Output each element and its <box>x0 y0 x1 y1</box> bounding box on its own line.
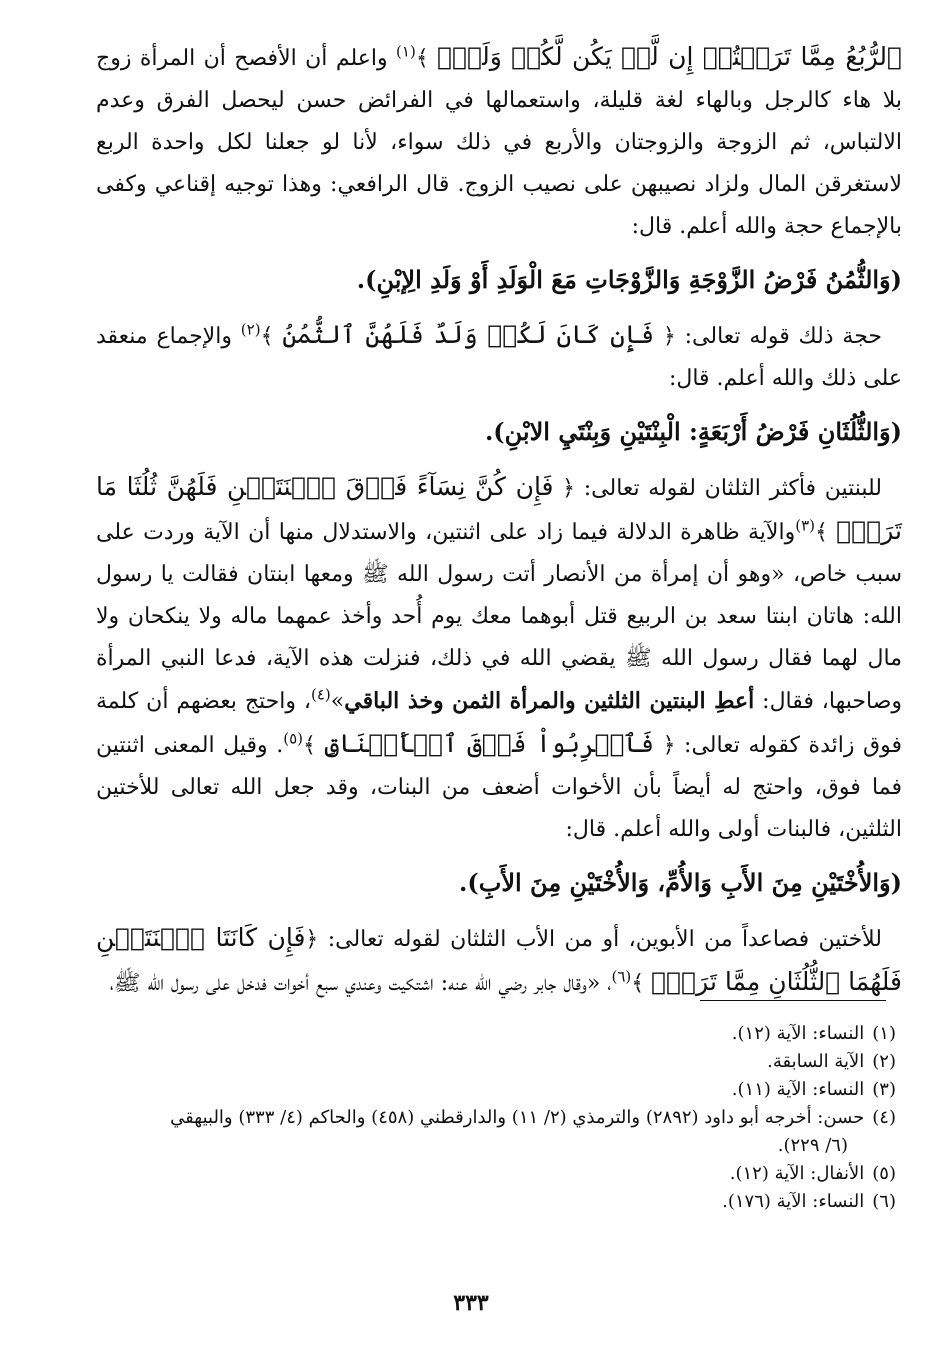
footnote-text: النساء: الآية (١٢). <box>731 1023 865 1044</box>
body-text: للبنتين فأكثر الثلثان لقوله تعالى: ﴿ <box>553 476 882 501</box>
footnote-text: النساء: الآية (١١). <box>731 1079 865 1100</box>
commentary-paragraph <box>96 314 902 400</box>
footnote-number: (٣) <box>872 1079 896 1100</box>
body-text: للأختين فصاعداً من الأبوين، أو من الأب الثلثان لقوله تعالى: ﴿ <box>305 927 882 952</box>
footnote-text: النساء: الآية (١٧٦). <box>722 1191 865 1212</box>
footnote <box>96 1132 896 1160</box>
matn-line: (وَالأُخْتَيْنِ مِنَ الأَبِ وَالأُمِّ، وَالأُخْتَيْنِ مِنَ الأَبِ). <box>459 868 902 897</box>
footnote-number: (٢) <box>872 1051 896 1072</box>
footnote <box>96 1188 896 1216</box>
footnote-text: (٦/ ٢٢٩). <box>777 1135 848 1156</box>
footnote-number: (٤) <box>872 1107 896 1128</box>
body-text: ﴾ <box>260 324 283 349</box>
body-text: ﴾ <box>415 46 438 71</box>
body-text: ﴾ <box>631 971 652 996</box>
body-text: ﴾ <box>302 733 325 758</box>
quran-verse: فَإِن كَانَتَا ٱثۡنَتَيۡنِ فَلَهُمَا ٱلثُّلُثَانِ مِمَّا تَرَكَۚ <box>96 923 902 996</box>
footnote <box>96 1076 896 1104</box>
footnote-text: حسن: أخرجه أبو داود (٢٨٩٢) والترمذي (٢/ ١١) والدارقطني (٤٥٨) والحاكم (٤/ ٣٣٣) والبيهقي <box>170 1107 865 1128</box>
body-text: حجة ذلك قوله تعالى: ﴿ <box>654 324 882 349</box>
footnote-divider <box>700 1000 886 1001</box>
matn-line: (وَالثُّمُنُ فَرْضُ الزَّوْجَةِ وَالزَّوْجَاتِ مَعَ الْوَلَدِ أَوْ وَلَدِ الِإبْنِ). <box>356 265 902 294</box>
footnote-text: الآية السابقة. <box>767 1051 865 1072</box>
quran-verse: ٱلرُّبُعُ مِمَّا تَرَكۡتُمۡ إِن لَّمۡ يَكُن لَّكُمۡ وَلَدٌۚ <box>437 42 902 71</box>
hadith-quote: أعطِ البنتين الثلثين والمرأة الثمن وخذ الباقي <box>344 688 755 714</box>
footnotes <box>96 1020 896 1216</box>
footnote-number: (١) <box>872 1023 896 1044</box>
commentary-paragraph <box>96 466 902 851</box>
footnote <box>96 1020 896 1048</box>
footnote-marker: (١) <box>396 42 416 61</box>
footnote-marker: (٣) <box>795 516 815 535</box>
page-number: ٣٣٣ <box>453 1290 489 1316</box>
footnote <box>96 1048 896 1076</box>
quran-verse: فَإِن كُنَّ نِسَآءً فَوۡقَ ٱثۡنَتَيۡنِ فَلَهُنَّ ثُلُثَا مَا تَرَكَۖ <box>96 472 902 545</box>
footnote-marker: (٥) <box>283 729 303 748</box>
body-text: والإجماع منعقد على ذلك والله أعلم. قال: <box>96 324 902 391</box>
footnote-marker: (٤) <box>311 685 331 704</box>
body-text: . وقيل المعنى اثنتين فما فوق، واحتج له أيضاً بأن الأخوات أضعف من البنات، وقد جعل الله تعالى للأختين الثلثين، فالبنات أولى والله أعلم. قال: <box>96 733 902 842</box>
matn-line: (وَالثُّلُثَانِ فَرْضُ أَرْبَعَةٍ: الْبِنْتَيْنِ وَبِنْتَيِ الابْنِ). <box>484 417 902 446</box>
quran-verse: فَإِن كَانَ لَكُمۡ وَلَدٌ فَلَهُنَّ ٱلثُّمُنُ <box>282 320 655 349</box>
footnote-marker: (٢) <box>240 320 261 339</box>
footnote <box>96 1160 896 1188</box>
footnote-number: (٥) <box>872 1163 896 1184</box>
footnote-text: الأنفال: الآية (١٢). <box>729 1163 865 1184</box>
footnote <box>96 1104 896 1132</box>
body-text: ، «وقال جابر رضي الله عنه: اشتكيت وعندي سبع أخوات فدخل على رسول الله ﷺ، <box>109 971 612 996</box>
footnote-marker: (٦) <box>611 967 632 986</box>
body-text: والآية ظاهرة الدلالة فيما زاد على اثنتين، والاستدلال منها أن الآية وردت على سبب خاص، «وهو أن إمرأة من الأنصار أتت رسول الله ﷺ ومعها ابنتان فقالت يا رسول الله: هاتان ابنتا سعد بن الربيع قتل أبوهما معك يوم أُحد وأخذ عمهما ماله ولا ينكحان ولا مال لهما فقال رسول الله ﷺ يقضي الله في ذلك، فنزلت هذه الآية، فدعا النبي المرأة وصاحبها، فقال: <box>96 520 902 714</box>
body-text: ، واحتج بعضهم أن كلمة فوق زائدة كقوله تعالى: ﴿ <box>96 689 903 758</box>
quran-verse: فَٱضۡرِبُواْ فَوۡقَ ٱلۡأَعۡنَاقِ <box>324 729 654 758</box>
main-text <box>96 36 902 1005</box>
commentary-paragraph <box>96 917 902 1005</box>
footnote-number: (٦) <box>872 1191 896 1212</box>
commentary-paragraph <box>96 36 902 248</box>
body-text: ﴾ <box>814 520 837 545</box>
body-text: » <box>330 689 345 714</box>
body-text: واعلم أن الأفصح أن المرأة زوج بلا هاء كالرجل وبالهاء لغة قليلة، واستعمالها في الفرائض حسن ليحصل الفرق وعدم الالتباس، ثم الزوجة والزوجتان والأربع في ذلك سواء، لأنا لو جعلنا لكل واحدة الربع لاستغرقن المال ولزاد نصيبهن على نصيب الزوج. قال الرافعي: وهذا توجيه إقناعي وكفى بالإجماع حجة والله أعلم. قال: <box>96 46 902 239</box>
